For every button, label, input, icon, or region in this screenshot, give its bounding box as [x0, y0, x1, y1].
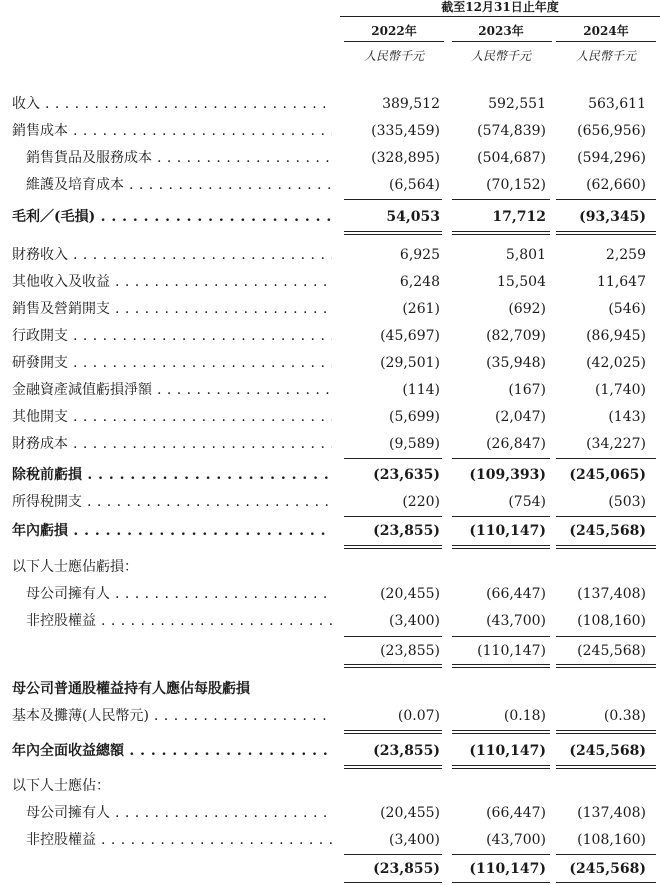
total-rule: [556, 231, 656, 232]
row-label: 行政開支 . . .: [12, 323, 332, 349]
row-label: 金融資產減值虧損淨額 . . .: [12, 377, 332, 403]
table-row: [0, 638, 660, 664]
total-rule: [452, 234, 550, 235]
row-label: 除稅前虧損 . . .: [12, 462, 332, 488]
value-2024: 563,611: [588, 96, 646, 112]
subtotal-rule: [452, 636, 550, 637]
total-rule: [452, 548, 550, 549]
value-2024: (245,568): [569, 861, 646, 877]
value-2024: (108,160): [577, 613, 646, 629]
subtotal-rule: [344, 458, 442, 459]
year-header-rule: [556, 41, 656, 42]
value-2023: (754): [508, 494, 546, 510]
row-label: 母公司擁有人 . . .: [26, 800, 332, 826]
value-2022: (23,635): [373, 467, 440, 483]
value-2022: (23,855): [373, 523, 440, 539]
table-row: [0, 489, 660, 515]
table-row: [0, 269, 660, 295]
row-label: 收入 . . .: [12, 91, 332, 117]
total-rule: [556, 545, 656, 546]
table-row: [0, 242, 660, 268]
table-row: [0, 91, 660, 117]
value-2024: (42,025): [586, 355, 646, 371]
total-rule: [452, 730, 550, 731]
value-2022: (29,501): [380, 355, 440, 371]
table-row: [0, 323, 660, 349]
value-2023: (167): [508, 382, 546, 398]
row-label: 維護及培育成本 . . .: [26, 172, 332, 198]
value-2023: (35,948): [486, 355, 546, 371]
value-2023: (43,700): [486, 832, 546, 848]
total-rule: [344, 730, 442, 731]
table-row: [0, 827, 660, 853]
value-2024: (656,956): [577, 123, 646, 139]
total-rule: [344, 765, 442, 766]
subtotal-rule: [452, 458, 550, 459]
value-2022: (6,564): [388, 177, 440, 193]
table-row: [0, 703, 660, 729]
total-rule: [452, 664, 550, 665]
table-row: [0, 581, 660, 607]
total-rule: [452, 765, 550, 766]
value-2022: (114): [402, 382, 440, 398]
row-label: 以下人士應佔：: [12, 778, 110, 794]
value-2023: (109,393): [469, 467, 546, 483]
value-2022: (23,855): [373, 743, 440, 759]
table-row: [0, 118, 660, 144]
value-2024: (546): [608, 301, 646, 317]
total-rule: [556, 667, 656, 668]
value-2024: (137,408): [577, 805, 646, 821]
value-2023: (82,709): [486, 328, 546, 344]
total-rule: [452, 231, 550, 232]
row-label: 以下人士應佔虧損：: [12, 559, 138, 575]
value-2024: (62,660): [586, 177, 646, 193]
total-rule: [344, 733, 442, 734]
value-2023: (26,847): [486, 436, 546, 452]
table-row: [0, 518, 660, 544]
row-label: 毛利／(毛損) . . .: [12, 204, 332, 230]
total-rule: [344, 882, 442, 883]
value-2023: (110,147): [477, 643, 546, 659]
total-rule: [452, 882, 550, 883]
value-2022: 54,053: [386, 209, 440, 225]
value-2024: (93,345): [579, 209, 646, 225]
value-2022: 389,512: [382, 96, 440, 112]
year-header-2023: 2023年: [478, 24, 524, 38]
value-2022: (3,400): [388, 832, 440, 848]
value-2022: 6,248: [399, 274, 440, 290]
row-label: 銷售貨品及服務成本 . . .: [26, 145, 332, 171]
table-row: [0, 145, 660, 171]
value-2022: (45,697): [380, 328, 440, 344]
value-2022: (328,895): [371, 150, 440, 166]
value-2024: (503): [608, 494, 646, 510]
value-2024: (108,160): [577, 832, 646, 848]
value-2023: (2,047): [494, 409, 546, 425]
total-rule: [556, 548, 656, 549]
value-2023: 15,504: [497, 274, 546, 290]
row-label: 財務成本 . . .: [12, 431, 332, 457]
table-row: [0, 204, 660, 230]
subtotal-rule: [344, 199, 442, 200]
row-label: 年內虧損 . . .: [12, 518, 332, 544]
total-rule: [452, 733, 550, 734]
year-header-rule: [344, 41, 444, 42]
row-label: 母公司普通股權益持有人應佔每股虧損: [12, 681, 250, 697]
row-label: 基本及攤薄(人民幣元) . . .: [12, 703, 332, 729]
total-rule: [452, 768, 550, 769]
row-label: 其他開支 . . .: [12, 404, 332, 430]
value-2023: (0.18): [503, 708, 546, 724]
value-2024: (0.38): [603, 708, 646, 724]
row-label: 非控股權益 . . .: [26, 827, 332, 853]
value-2023: (70,152): [486, 177, 546, 193]
value-2022: (9,589): [388, 436, 440, 452]
table-row: [0, 350, 660, 376]
value-2024: (245,568): [569, 743, 646, 759]
table-row: [0, 404, 660, 430]
subtotal-rule: [452, 854, 550, 855]
value-2023: 5,801: [505, 247, 546, 263]
row-label: 其他收入及收益 . . .: [12, 269, 332, 295]
table-row: [0, 462, 660, 488]
row-label: 銷售成本 . . .: [12, 118, 332, 144]
subtotal-rule: [556, 854, 656, 855]
value-2022: 6,925: [399, 247, 440, 263]
row-label: 銷售及營銷開支 . . .: [12, 296, 332, 322]
subtotal-rule: [556, 516, 656, 517]
value-2024: (137,408): [577, 586, 646, 602]
subtotal-rule: [452, 516, 550, 517]
section-heading: [0, 676, 660, 702]
value-2023: (66,447): [486, 805, 546, 821]
row-label: 母公司擁有人 . . .: [26, 581, 332, 607]
subtotal-rule: [556, 458, 656, 459]
year-header-rule: [452, 41, 552, 42]
value-2023: (504,687): [477, 150, 546, 166]
value-2022: (5,699): [388, 409, 440, 425]
total-rule: [344, 545, 442, 546]
table-row: [0, 856, 660, 882]
value-2023: (574,839): [477, 123, 546, 139]
value-2023: (110,147): [469, 861, 546, 877]
row-label: 非控股權益 . . .: [26, 608, 332, 634]
total-rule: [556, 234, 656, 235]
table-row: [0, 296, 660, 322]
value-2024: (143): [608, 409, 646, 425]
total-rule: [452, 667, 550, 668]
value-2023: 592,551: [488, 96, 546, 112]
period-header: 截至12月31日止年度: [441, 0, 559, 14]
value-2022: (20,455): [380, 586, 440, 602]
value-2024: (34,227): [586, 436, 646, 452]
table-row: [0, 800, 660, 826]
table-row: [0, 172, 660, 198]
total-rule: [344, 548, 442, 549]
total-rule: [556, 768, 656, 769]
table-row: [0, 608, 660, 634]
subtotal-rule: [556, 199, 656, 200]
total-rule: [556, 733, 656, 734]
subtotal-rule: [344, 854, 442, 855]
table-row: [0, 377, 660, 403]
value-2024: 2,259: [605, 247, 646, 263]
value-2023: (66,447): [486, 586, 546, 602]
value-2023: (110,147): [469, 523, 546, 539]
subtotal-rule: [344, 516, 442, 517]
value-2024: (86,945): [586, 328, 646, 344]
total-rule: [556, 765, 656, 766]
value-2022: (23,855): [373, 861, 440, 877]
value-2022: (261): [402, 301, 440, 317]
table-row: [0, 738, 660, 764]
value-2024: (594,296): [577, 150, 646, 166]
year-header-2024: 2024年: [583, 24, 629, 38]
value-2022: (335,459): [371, 123, 440, 139]
subtotal-rule: [344, 636, 442, 637]
value-2023: (43,700): [486, 613, 546, 629]
value-2022: (220): [402, 494, 440, 510]
value-2023: (110,147): [469, 743, 546, 759]
total-rule: [344, 664, 442, 665]
value-2022: (20,455): [380, 805, 440, 821]
value-2022: (23,855): [380, 643, 440, 659]
value-2024: 11,647: [597, 274, 646, 290]
total-rule: [344, 667, 442, 668]
period-header-rule: [340, 16, 660, 17]
value-2022: (0.07): [397, 708, 440, 724]
year-header-2022: 2022年: [371, 24, 417, 38]
total-rule: [556, 664, 656, 665]
value-2023: 17,712: [492, 209, 546, 225]
table-row: [0, 431, 660, 457]
value-2024: (245,568): [569, 523, 646, 539]
section-heading: [0, 773, 660, 799]
total-rule: [344, 768, 442, 769]
unit-header: 人民幣千元: [575, 49, 636, 63]
total-rule: [452, 545, 550, 546]
total-rule: [556, 730, 656, 731]
value-2023: (692): [508, 301, 546, 317]
total-rule: [344, 231, 442, 232]
value-2024: (245,065): [569, 467, 646, 483]
row-label: 財務收入 . . .: [12, 242, 332, 268]
row-label: 研發開支 . . .: [12, 350, 332, 376]
total-rule: [344, 234, 442, 235]
total-rule: [556, 882, 656, 883]
subtotal-rule: [556, 636, 656, 637]
unit-header: 人民幣千元: [470, 49, 531, 63]
section-heading: [0, 554, 660, 580]
value-2024: (245,568): [577, 643, 646, 659]
unit-header: 人民幣千元: [363, 49, 424, 63]
row-label: 年內全面收益總額 . . .: [12, 738, 332, 764]
value-2024: (1,740): [594, 382, 646, 398]
subtotal-rule: [452, 199, 550, 200]
value-2022: (3,400): [388, 613, 440, 629]
row-label: 所得稅開支 . . .: [12, 489, 332, 515]
